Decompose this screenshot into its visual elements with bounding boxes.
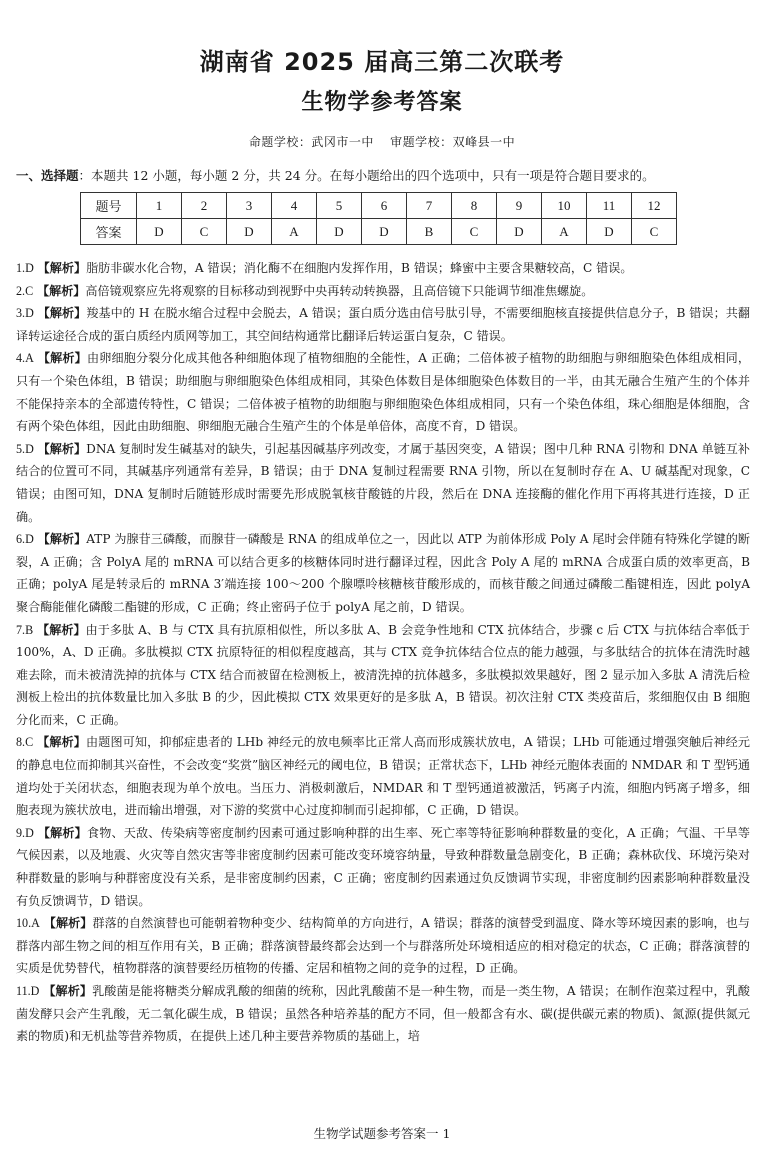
analysis-tag: 【解析】 — [43, 916, 93, 931]
item-number: 3.D — [16, 306, 34, 321]
item-number: 11.D — [16, 984, 40, 998]
explanation-item — [16, 347, 750, 437]
item-number: 8.C — [16, 735, 34, 750]
item-text: ATP 为腺苷三磷酸，而腺苷一磷酸是 RNA 的组成单位之一，因此以 ATP 为前体形成 Poly A 尾时会伴随有特殊化学键的断裂，A 正确；含 PolyA 尾的 mRNA 可以结合更多的核糖体同时进行翻译过程，因此含 Poly A 尾的 mRNA 合成蛋白质的效率更高，B 正确；polyA 尾是转录后的 mRNA 3′端连接 100～200 个腺嘌呤核糖核苷酸形成的，而核苷酸之间通过磷酸二酯键相连，因此 polyA 聚合酶能催化磷酸二酯键的形成，C 正确；终止密码子位于 polyA 尾之前，D 错误。 — [16, 532, 750, 614]
explanation-item — [16, 528, 750, 618]
analysis-tag: 【解析】 — [37, 735, 87, 750]
row-header-answers: 答案 — [81, 219, 137, 245]
analysis-tag: 【解析】 — [37, 825, 87, 840]
question-number: 11 — [587, 193, 632, 219]
answer-cell: D — [317, 219, 362, 245]
explanation-item — [16, 280, 750, 303]
item-text: 脂肪非碳水化合物，A 错误；消化酶不在细胞内发挥作用，B 错误；蜂蜜中主要含果糖较高，C 错误。 — [86, 261, 633, 275]
answer-cell: D — [362, 219, 407, 245]
answer-table-row-numbers — [81, 193, 677, 219]
explanation-item — [16, 980, 750, 1048]
item-number: 5.D — [16, 441, 34, 456]
proposer-school: 命题学校：武冈市一中 — [248, 135, 374, 149]
item-number: 7.B — [16, 622, 34, 637]
question-number: 1 — [137, 193, 182, 219]
explanation-item — [16, 912, 750, 980]
item-number: 2.C — [16, 283, 34, 298]
question-number: 10 — [542, 193, 587, 219]
row-header-numbers: 题号 — [81, 193, 137, 219]
explanation-item — [16, 619, 750, 732]
explanation-item — [16, 302, 750, 347]
item-text: 食物、天敌、传染病等密度制约因素可通过影响种群的出生率、死亡率等特征影响种群数量的变化，A 正确；气温、干旱等气候因素，以及地震、火灾等自然灾害等非密度制约因素可能改变环境容纳量，导致种群数量急剧变化，B 正确；森林砍伐、环境污染对种群数量的影响与种群密度没有关系，是非密度制约因素，C 正确；密度制约因素通过负反馈调节实现，非密度制约因素影响种群数量没有负反馈调节，D 错误。 — [16, 825, 750, 908]
answer-cell: D — [227, 219, 272, 245]
explanation-item — [16, 438, 750, 528]
question-number: 8 — [452, 193, 497, 219]
answer-table — [80, 192, 677, 245]
analysis-tag: 【解析】 — [37, 261, 87, 275]
explanation-item — [16, 822, 750, 912]
section-heading — [16, 166, 655, 184]
question-number: 12 — [632, 193, 677, 219]
item-text: 由于多肽 A、B 与 CTX 具有抗原相似性，所以多肽 A、B 会竞争性地和 CTX 抗体结合，步骤 c 后 CTX 与抗体结合率低于 100%，A、D 正确。多肽模拟 CTX 抗原特征的相似程度越高，其与 CTX 竞争抗体结合位点的能力越强，与多肽结合的抗体在清洗时越难去除，而未被清洗掉的抗体与 CTX 结合而被留在检测板上，被清洗掉的抗体越多，多肽模拟效果越好，图 2 显示加入多肽 A 清洗后检测板上检出的抗体数量比加入多肽 B 的少，因此模拟 CTX 效果更好的是多肽 A，B 错误。初次注射 CTX 类疫苗后，浆细胞仅由 B 细胞分化而来，C 正确。 — [16, 622, 750, 727]
page-title: 湖南省 2025 届高三第二次联考 — [199, 48, 565, 76]
item-text: 羧基中的 H 在脱水缩合过程中会脱去，A 错误；蛋白质分选由信号肽引导，不需要细胞核直接提供信息分子，B 错误；共翻译转运途径合成的蛋白质经内质网等加工，其空间结构通常比翻译后转运蛋白复杂，C 错误。 — [16, 306, 750, 343]
analysis-tag: 【解析】 — [37, 532, 87, 547]
answer-cell: D — [587, 219, 632, 245]
analysis-tag: 【解析】 — [43, 984, 93, 998]
explanation-item — [16, 731, 750, 821]
item-text: 由卵细胞分裂分化成其他各种细胞体现了植物细胞的全能性，A 正确；二倍体被子植物的助细胞与卵细胞染色体组成相同，只有一个染色体组，B 错误；助细胞与卵细胞染色体组成相同，其染色体数目是体细胞染色体数目的一半，由其无融合生殖产生的个体并不能保持亲本的全部遗传特性，C 错误；二倍体被子植物的助细胞与卵细胞染色体组成相同，只有一个染色体组，珠心细胞是体细胞，含有两个染色体组，因此由助细胞、卵细胞无融合生殖产生的个体是单倍体，高度不育，D 错误。 — [16, 351, 750, 434]
analysis-tag: 【解析】 — [37, 622, 86, 637]
question-number: 7 — [407, 193, 452, 219]
page-footer: 生物学试题参考答案一 1 — [313, 1126, 451, 1141]
explanation-list — [16, 257, 750, 1048]
item-number: 10.A — [16, 916, 40, 931]
question-number: 3 — [227, 193, 272, 219]
answer-cell: B — [407, 219, 452, 245]
item-text: 高倍镜观察应先将观察的目标移动到视野中央再转动转换器，且高倍镜下只能调节细准焦螺旋。 — [85, 283, 594, 298]
answer-cell: D — [497, 219, 542, 245]
question-number: 2 — [182, 193, 227, 219]
reviewer-school: 审题学校：双峰县一中 — [390, 135, 516, 149]
item-text: DNA 复制时发生碱基对的缺失，引起基因碱基序列改变，才属于基因突变，A 错误；图中几种 RNA 引物和 DNA 单链互补结合的位置可不同，其碱基序列通常有差异，B 错误；由于 DNA 复制过程需要 RNA 引物，所以在复制时存在 A、U 碱基配对现象，C 错误；由图可知，DNA 复制时后随链形成时需要先形成脱氧核苷酸链的片段，然后在 DNA 连接酶的催化作用下再将其进行连接，D 正确。 — [16, 441, 750, 524]
answer-cell: D — [137, 219, 182, 245]
answer-cell: C — [452, 219, 497, 245]
answer-table-row-answers — [81, 219, 677, 245]
answer-cell: C — [632, 219, 677, 245]
item-text: 群落的自然演替也可能朝着物种变少、结构简单的方向进行，A 错误；群落的演替受到温度、降水等环境因素的影响，也与群落内部生物之间的相互作用有关，B 正确；群落演替最终都会达到一个与群落所处环境相适应的相对稳定的状态，C 正确；群落演替的实质是优势替代，植物群落的演替要经历植物的传播、定居和植物之间的竞争的过程，D 正确。 — [16, 916, 750, 976]
item-number: 4.A — [16, 351, 34, 366]
question-number: 5 — [317, 193, 362, 219]
item-number: 6.D — [16, 532, 34, 547]
item-number: 9.D — [16, 825, 34, 840]
answer-cell: C — [182, 219, 227, 245]
page-subtitle: 生物学参考答案 — [301, 90, 463, 115]
analysis-tag: 【解析】 — [37, 306, 87, 321]
question-number: 9 — [497, 193, 542, 219]
analysis-tag: 【解析】 — [37, 351, 87, 366]
analysis-tag: 【解析】 — [37, 441, 87, 456]
analysis-tag: 【解析】 — [37, 283, 86, 298]
question-number: 6 — [362, 193, 407, 219]
item-number: 1.D — [16, 261, 34, 275]
item-text: 由题图可知，抑郁症患者的 LHb 神经元的放电频率比正常人高而形成簇状放电，A 错误；LHb 可能通过增强突触后神经元的静息电位而抑制其兴奋性，不会改变“奖赏”脑区神经元的阈电位，B 错误；正常状态下，LHb 神经元胞体表面的 NMDAR 和 T 型钙通道均处于关闭状态，细胞表现为单个放电。当压力、消极刺激后，NMDAR 和 T 型钙通道被激活，钙离子内流，细胞内钙离子增多，细胞表现为簇状放电，进而输出增强，对下游的奖赏中心过度抑制而引起抑郁，C 正确，D 错误。 — [16, 735, 750, 818]
answer-cell: A — [542, 219, 587, 245]
answer-cell: A — [272, 219, 317, 245]
exam-meta — [0, 133, 764, 150]
item-text: 乳酸菌是能将糖类分解成乳酸的细菌的统称，因此乳酸菌不是一种生物，而是一类生物，A 错误；在制作泡菜过程中，乳酸菌发酵只会产生乳酸，无二氧化碳生成，B 错误；虽然各种培养基的配方不同，但一般都含有水、碳(提供碳元素的物质)、氮源(提供氮元素的物质)和无机盐等营养物质，在提供上述几种主要营养物质的基础上，培 — [16, 984, 750, 1044]
explanation-item — [16, 257, 750, 280]
question-number: 4 — [272, 193, 317, 219]
section-instructions: ：本题共 12 小题，每小题 2 分，共 24 分。在每小题给出的四个选项中，只有一项是符合题目要求的。 — [78, 168, 655, 183]
section-label: 一、选择题 — [16, 168, 79, 183]
